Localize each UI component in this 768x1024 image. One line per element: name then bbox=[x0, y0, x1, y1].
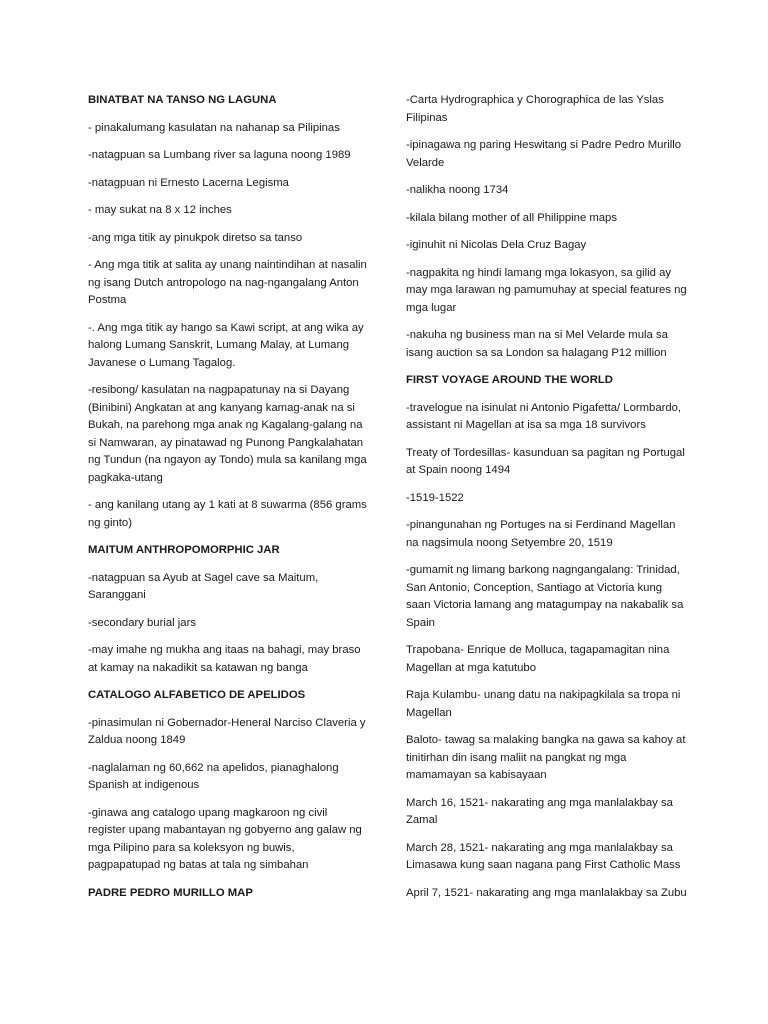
paragraph: -natagpuan sa Ayub at Sagel cave sa Maitum, Saranggani bbox=[88, 571, 319, 601]
paragraph: - may sukat na 8 x 12 inches bbox=[88, 204, 232, 216]
paragraph: -naglalaman ng 60,662 na apelidos, pianaghalong Spanish at indigenous bbox=[88, 761, 339, 791]
paragraph: -ginawa ang catalogo upang magkaroon ng civil register upang mabantayan ng gobyerno ang galaw ng mga Pilipino para sa koleksyon ng buwis, pagpapatupad ng batas at tala ng simbahan bbox=[88, 806, 362, 871]
paragraph: -kilala bilang mother of all Philippine maps bbox=[406, 211, 617, 224]
section-heading: MAITUM ANTHROPOMORPHIC JAR bbox=[88, 544, 280, 556]
paragraph: -. Ang mga titik ay hango sa Kawi script, at ang wika ay halong Lumang Sanskrit, Lumang Malay, at Lumang Javanese o Lumang Tagalog. bbox=[88, 321, 364, 369]
paragraph: Trapobana- Enrique de Molluca, tagapamagitan nina Magellan at mga katutubo bbox=[406, 644, 670, 674]
paragraph: -travelogue na isinulat ni Antonio Pigafetta/ Lormbardo, assistant ni Magellan at isa sa mga 18 survivors bbox=[406, 401, 682, 431]
paragraph: -ipinagawa ng paring Heswitang si Padre Pedro Murillo Velarde bbox=[406, 139, 682, 169]
paragraph: -gumamit ng limang barkong nagngangalang: Trinidad, San Antonio, Conception, Santiago at Victoria kung saan Victoria lamang ang matagumpay na nakabalik sa Spain bbox=[406, 564, 684, 629]
paragraph: - pinakalumang kasulatan na nahanap sa Pilipinas bbox=[88, 121, 340, 134]
paragraph: -1519-1522 bbox=[406, 491, 464, 504]
paragraph: -nakuha ng business man na si Mel Velarde mula sa isang auction sa sa London sa halagang P12 million bbox=[406, 329, 668, 359]
paragraph: -natagpuan ni Ernesto Lacerna Legisma bbox=[88, 176, 289, 189]
paragraph: -iginuhit ni Nicolas Dela Cruz Bagay bbox=[406, 239, 587, 251]
paragraph: -natagpuan sa Lumbang river sa laguna noong 1989 bbox=[88, 149, 351, 161]
paragraph: -pinasimulan ni Gobernador-Heneral Narciso Claveria y Zaldua noong 1849 bbox=[88, 716, 366, 746]
paragraph: -ang mga titik ay pinukpok diretso sa tanso bbox=[88, 231, 303, 244]
paragraph: -Carta Hydrographica y Chorographica de las Yslas Filipinas bbox=[406, 94, 664, 124]
paragraph: Treaty of Tordesillas- kasunduan sa pagitan ng Portugal at Spain noong 1494 bbox=[406, 446, 685, 476]
paragraph: -may imahe ng mukha ang itaas na bahagi, may braso at kamay na nakadikit sa katawan ng banga bbox=[88, 644, 361, 674]
section-heading: BINATBAT NA TANSO NG LAGUNA bbox=[88, 94, 277, 106]
paragraph: -resibong/ kasulatan na nagpapatunay na si Dayang (Binibini) Angkatan at ang kanyang kamag-anak na si Bukah, na parehong mga anak ng Kagalang-galang na si Namwaran, ay pinatawad ng Punong Pangkalahatan ng Tundun (na ngayon ay Tondo) mula sa kanilang mga pagkaka-utang bbox=[88, 384, 367, 484]
paragraph: - ang kanilang utang ay 1 kati at 8 suwarma (856 grams ng ginto) bbox=[88, 499, 367, 529]
paragraph: -nalikha noong 1734 bbox=[406, 184, 509, 196]
paragraph: - Ang mga titik at salita ay unang naintindihan at nasalin ng isang Dutch antropologo na nag-ngangalang Anton Postma bbox=[88, 259, 367, 306]
left-column bbox=[88, 92, 368, 912]
paragraph: March 16, 1521- nakarating ang mga manlalakbay sa Zamal bbox=[406, 796, 673, 826]
paragraph: -pinangunahan ng Portuges na si Ferdinand Magellan na nagsimula noong Setyembre 20, 1519 bbox=[406, 519, 676, 549]
section-heading: PADRE PEDRO MURILLO MAP bbox=[88, 886, 253, 899]
paragraph: -secondary burial jars bbox=[88, 616, 196, 629]
paragraph: -nagpakita ng hindi lamang mga lokasyon, sa gilid ay may mga larawan ng pamumuhay at special features ng mga lugar bbox=[406, 266, 687, 314]
section-heading: CATALOGO ALFABETICO DE APELIDOS bbox=[88, 689, 306, 701]
right-column bbox=[406, 92, 688, 912]
paragraph: Baloto- tawag sa malaking bangka na gawa sa kahoy at tinitirhan din isang maliit na pangkat ng mga mamamayan sa kabisayaan bbox=[406, 734, 686, 781]
paragraph: April 7, 1521- nakarating ang mga manlalakbay sa Zubu bbox=[406, 886, 687, 899]
paragraph: March 28, 1521- nakarating ang mga manlalakbay sa Limasawa kung saan nagana pang First Catholic Mass bbox=[406, 841, 681, 871]
section-heading: FIRST VOYAGE AROUND THE WORLD bbox=[406, 374, 613, 386]
paragraph: Raja Kulambu- unang datu na nakipagkilala sa tropa ni Magellan bbox=[406, 689, 681, 719]
